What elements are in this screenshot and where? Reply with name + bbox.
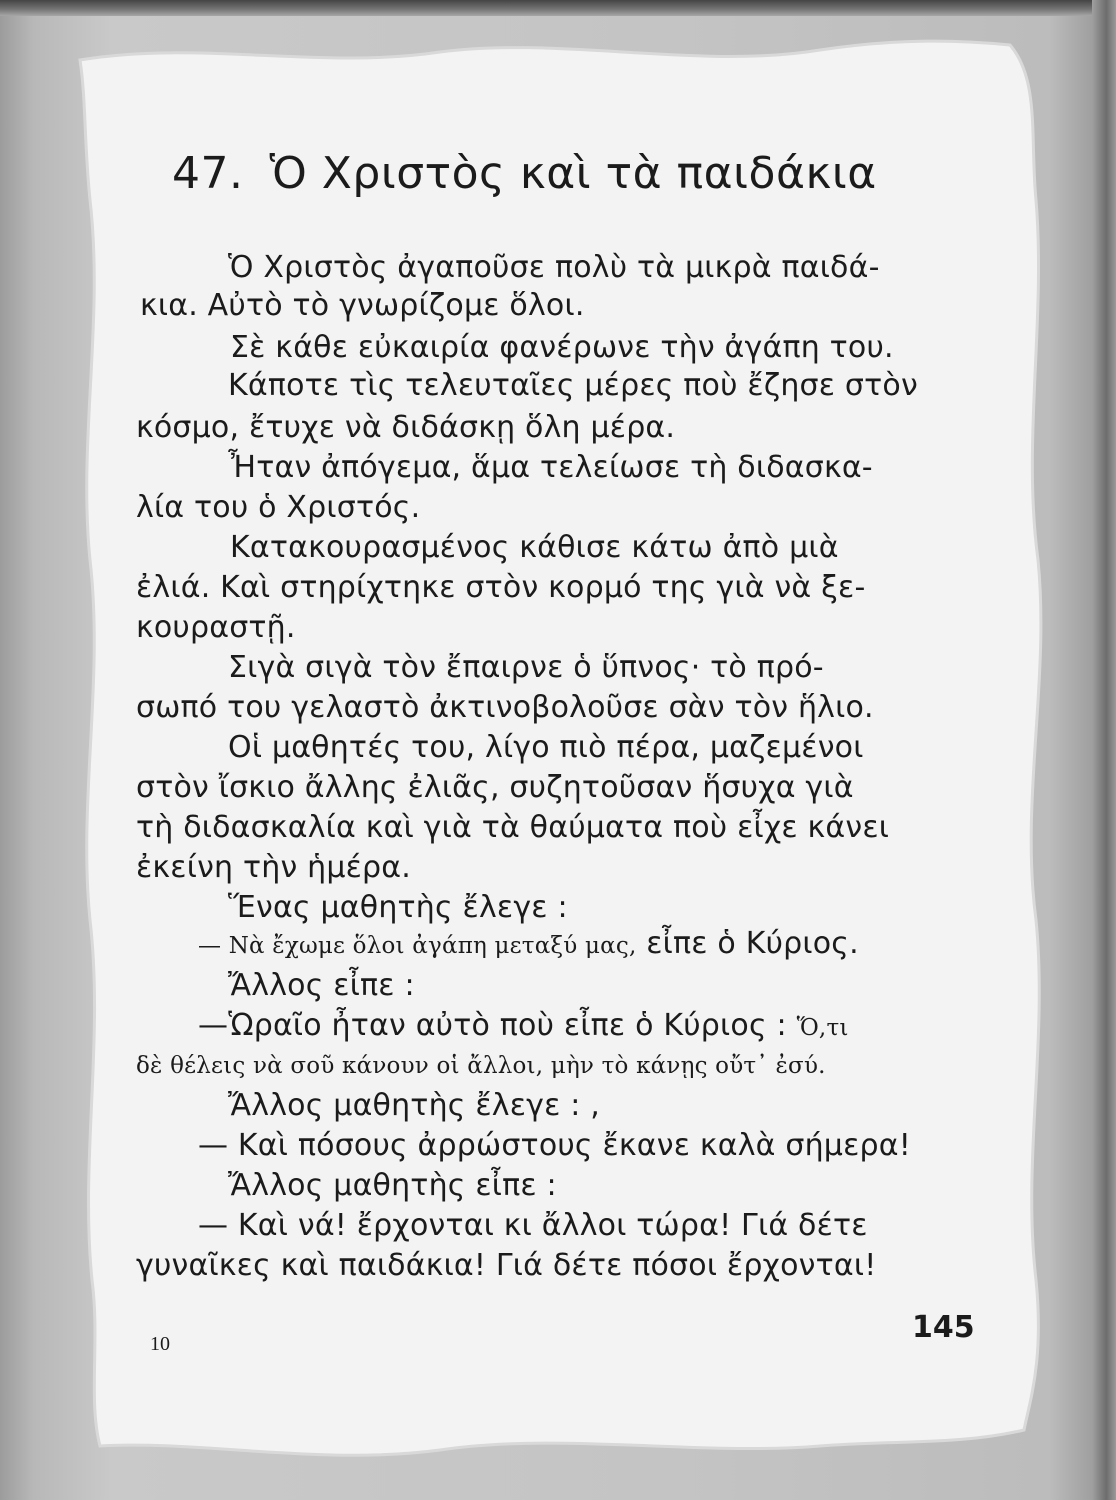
- dialogue-line: — Καὶ πόσους ἀρρώστους ἔκανε καλὰ σήμερα!: [198, 1128, 911, 1163]
- body-line: Ὁ Χριστὸς ἀγαποῦσε πολὺ τὰ μικρὰ παιδά-: [228, 250, 880, 285]
- dialogue-line: Ἄλλος μαθητὴς ἔλεγε : ,: [228, 1088, 600, 1123]
- body-line: Οἱ μαθητές του, λίγο πιὸ πέρα, μαζεμένοι: [228, 730, 864, 765]
- body-line: κια. Αὐτὸ τὸ γνωρίζομε ὅλοι.: [140, 288, 585, 323]
- body-line: Κάποτε τὶς τελευταῖες μέρες ποὺ ἔζησε στὸν: [228, 368, 918, 403]
- body-line: Κατακουρασμένος κάθισε κάτω ἀπὸ μιὰ: [230, 530, 839, 565]
- dialogue-line: — Καὶ νά! ἔρχονται κι ἄλλοι τώρα! Γιά δέτε: [198, 1208, 868, 1243]
- dialogue-line: Ἄλλος εἶπε :: [228, 968, 415, 1003]
- body-line: ἐλιά. Καὶ στηρίχτηκε στὸν κορμό της γιὰ νὰ ξε-: [136, 570, 866, 605]
- dialogue-quote: — Νὰ ἔχωμε ὅλοι ἀγάπη μεταξύ μας,: [198, 933, 637, 959]
- dialogue-quote: —Ὡραῖο ἦταν αὐτὸ ποὺ εἶπε ὁ Κύριος :: [198, 1008, 787, 1043]
- dialogue-line: δὲ θέλεις νὰ σοῦ κάνουν οἱ ἄλλοι, μὴν τὸ κάνῃς οὔτ᾽ ἐσύ.: [136, 1053, 826, 1079]
- body-line: κόσμο, ἔτυχε νὰ διδάσκῃ ὅλη μέρα.: [136, 410, 676, 445]
- dialogue-line: Ἄλλος μαθητὴς εἶπε :: [228, 1168, 557, 1203]
- page-number: 145: [912, 1310, 975, 1345]
- body-line: Ἕνας μαθητὴς ἔλεγε :: [228, 890, 568, 925]
- body-line: λία του ὁ Χριστός.: [136, 490, 421, 525]
- body-line: τὴ διδασκαλία καὶ γιὰ τὰ θαύματα ποὺ εἶχε κάνει: [136, 810, 890, 845]
- dialogue-quote-start: Ὅ,τι: [796, 1015, 849, 1041]
- body-line: κουραστῇ.: [136, 610, 296, 645]
- title-number: 47.: [172, 148, 244, 199]
- dialogue-attribution: εἶπε ὁ Κύριος.: [646, 926, 859, 961]
- body-line: ἐκείνη τὴν ἡμέρα.: [136, 850, 412, 885]
- dialogue-line: [198, 926, 859, 964]
- title-text: Ὁ Χριστὸς καὶ τὰ παιδάκια: [269, 148, 877, 199]
- body-line: Ἦταν ἀπόγεμα, ἅμα τελείωσε τὴ διδασκα-: [228, 450, 873, 485]
- body-line: σωπό του γελαστὸ ἀκτινοβολοῦσε σὰν τὸν ἥλιο.: [136, 690, 874, 725]
- dialogue-line: γυναῖκες καὶ παιδάκια! Γιά δέτε πόσοι ἔρχονται!: [136, 1248, 877, 1283]
- body-line: Σιγὰ σιγὰ τὸν ἔπαιρνε ὁ ὕπνος· τὸ πρό-: [228, 650, 824, 685]
- page-title: [172, 148, 877, 199]
- body-line: στὸν ἴσκιο ἄλλης ἐλιᾶς, συζητοῦσαν ἥσυχα γιὰ: [136, 770, 854, 805]
- dialogue-line: [198, 1008, 849, 1046]
- body-line: Σὲ κάθε εὐκαιρία φανέρωνε τὴν ἀγάπη του.: [230, 330, 894, 365]
- signature-mark: 10: [150, 1333, 170, 1355]
